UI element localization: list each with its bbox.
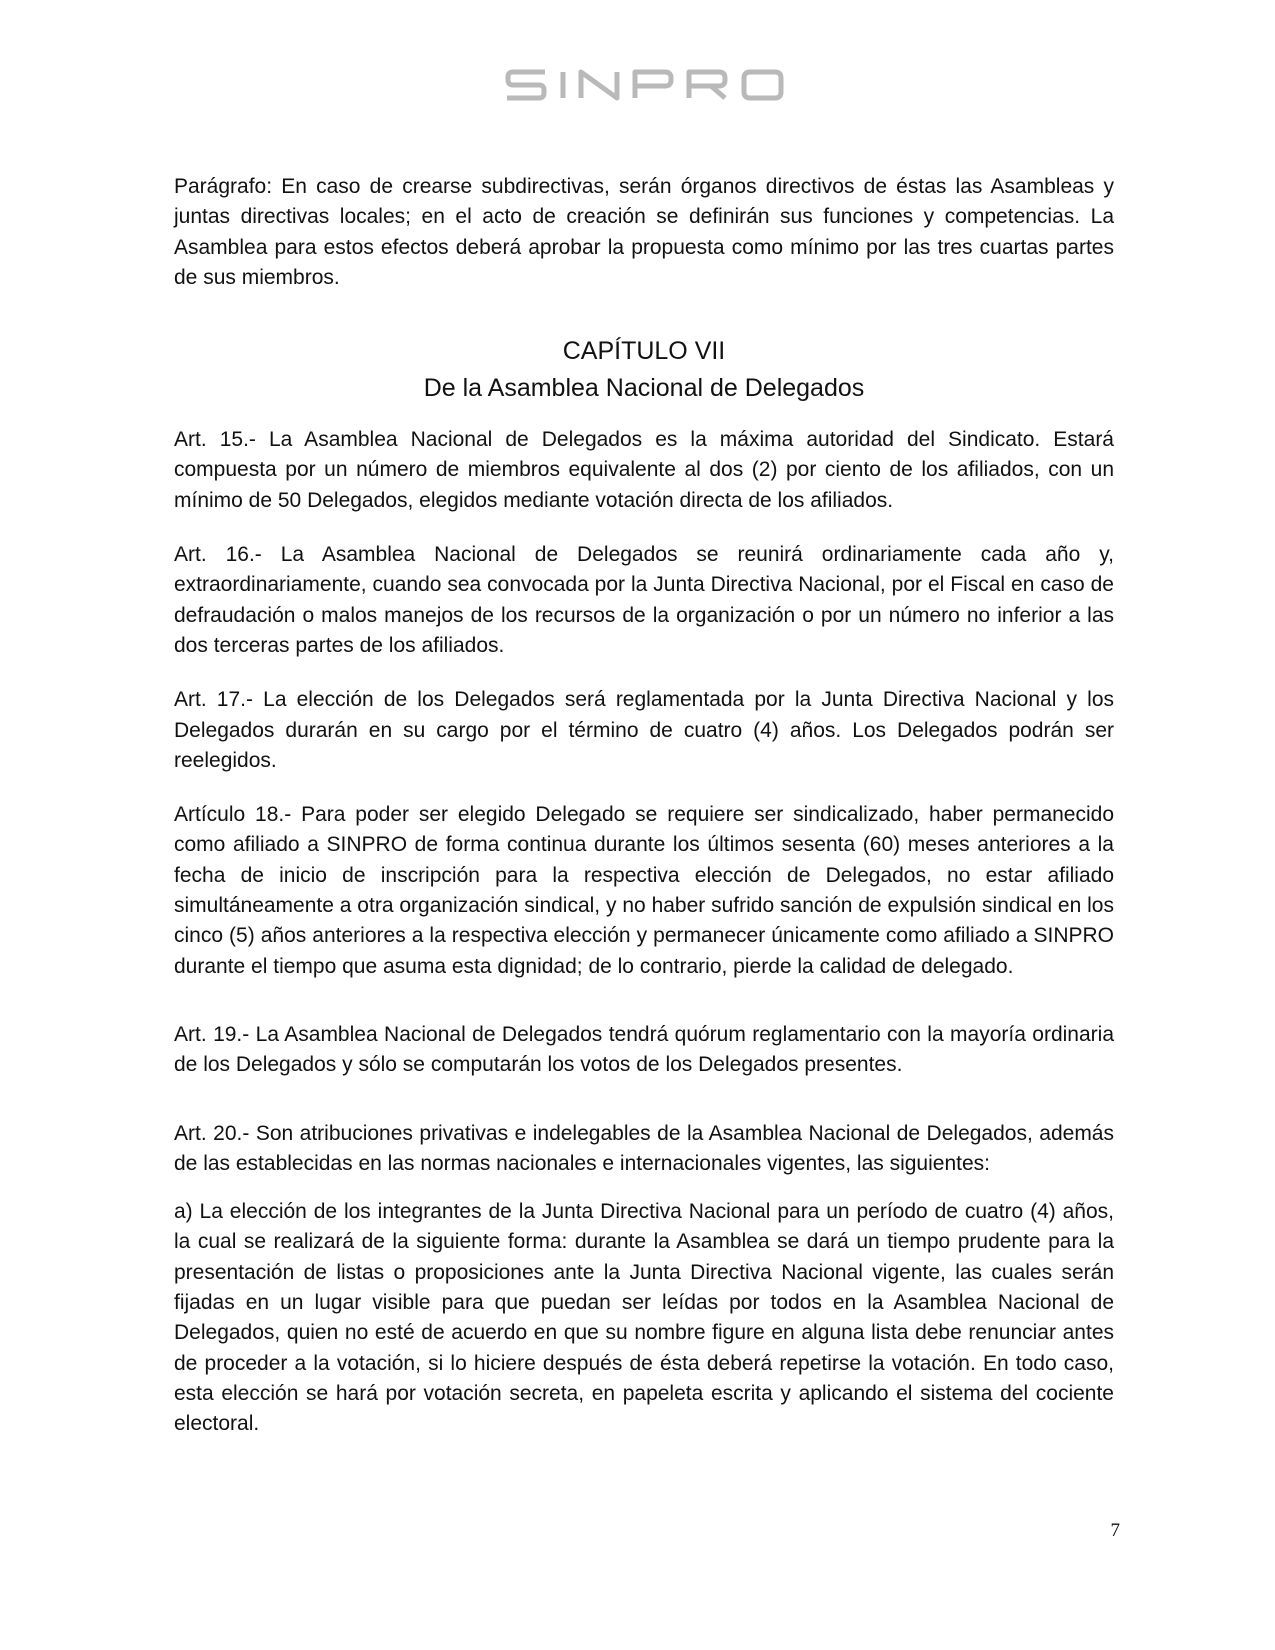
article-text: Para poder ser elegido Delegado se requiere ser sindicalizado, haber permanecido como afiliado a SINPRO de forma continua durante los últimos sesenta (60) meses anteriores a la fecha de inicio de inscripción para la respectiva elección de Delegados, no estar afiliado simultáneamente a otra organización sindical, y no haber sufrido sanción de expulsión sindical en los cinco (5) años anteriores a la respectiva elección y permanecer únicamente como afiliado a SINPRO durante el tiempo que asuma esta dignidad; de lo contrario, pierde la calidad de delegado. bbox=[174, 803, 1115, 978]
article-text: La elección de los Delegados será reglamentada por la Junta Directiva Nacional y los Delegados durarán en su cargo por el término de cuatro (4) años. Los Delegados podrán ser reelegidos. bbox=[174, 688, 1114, 772]
article-text: La Asamblea Nacional de Delegados se reunirá ordinariamente cada año y, extraordinariamente, cuando sea convocada por la Junta Directiva Nacional, por el Fiscal en caso de defraudación o malos manejos de los recursos de la organización o por un número no inferior a las dos terceras partes de los afiliados. bbox=[174, 543, 1114, 657]
article-lead: Art. 20.- bbox=[174, 1121, 250, 1145]
paragrafo-text: En caso de crearse subdirectivas, serán órganos directivos de éstas las Asambleas y juntas directivas locales; en el acto de creación se definirán sus funciones y competencias. La Asamblea para estos efectos deberá aprobar la propuesta como mínimo por las tres cuartas partes de sus miembros. bbox=[174, 175, 1114, 289]
article-20 bbox=[174, 1119, 1114, 1180]
article-lead: Art. 15.- bbox=[174, 428, 256, 452]
paragrafo-paragraph bbox=[174, 172, 1114, 293]
item-a-paragraph: a) La elección de los integrantes de la Junta Directiva Nacional para un período de cuatro (4) años, la cual se realizará de la siguiente forma: durante la Asamblea se dará un tiempo prudente para la presentación de listas o proposiciones ante la Junta Directiva Nacional vigente, las cuales serán fijadas en un lugar visible para que puedan ser leídas por todos en la Asamblea Nacional de Delegados, quien no esté de acuerdo en que su nombre figure en alguna lista debe renunciar antes de proceder a la votación, si lo hiciere después de ésta deberá repetirse la votación. En todo caso, esta elección se hará por votación secreta, en papeleta escrita y aplicando el sistema del cociente electoral. bbox=[174, 1200, 1114, 1436]
article-16 bbox=[174, 540, 1114, 661]
article-text: Son atribuciones privativas e indelegables de la Asamblea Nacional de Delegados, además de las establecidas en las normas nacionales e internacionales vigentes, las siguientes: bbox=[174, 1121, 1114, 1175]
chapter-number: CAPÍTULO VII bbox=[562, 337, 726, 366]
page-number: 7 bbox=[1110, 1520, 1120, 1541]
article-lead: Art. 17.- bbox=[174, 688, 253, 712]
article-17 bbox=[174, 685, 1114, 776]
article-lead: Art. 16.- bbox=[174, 543, 262, 567]
paragrafo-lead: Parágrafo: bbox=[174, 175, 273, 198]
article-18 bbox=[174, 800, 1114, 982]
article-lead: Art. 19.- bbox=[174, 1022, 250, 1046]
article-19 bbox=[174, 1020, 1114, 1081]
article-text: La Asamblea Nacional de Delegados tendrá quórum reglamentario con la mayoría ordinaria de los Delegados y sólo se computarán los votos de los Delegados presentes. bbox=[174, 1022, 1114, 1077]
chapter-title: De la Asamblea Nacional de Delegados bbox=[423, 374, 865, 403]
article-lead: Artículo 18.- bbox=[174, 803, 292, 827]
document-body bbox=[174, 172, 1114, 1440]
sinpro-logo-mark bbox=[505, 64, 785, 106]
article-text: La Asamblea Nacional de Delegados es la máxima autoridad del Sindicato. Estará compuesta por un número de miembros equivalente al dos (2) por ciento de los afiliados, con un mínimo de 50 Delegados, elegidos mediante votación directa de los afiliados. bbox=[174, 428, 1114, 512]
sinpro-logo bbox=[505, 64, 785, 106]
article-15 bbox=[174, 425, 1114, 516]
